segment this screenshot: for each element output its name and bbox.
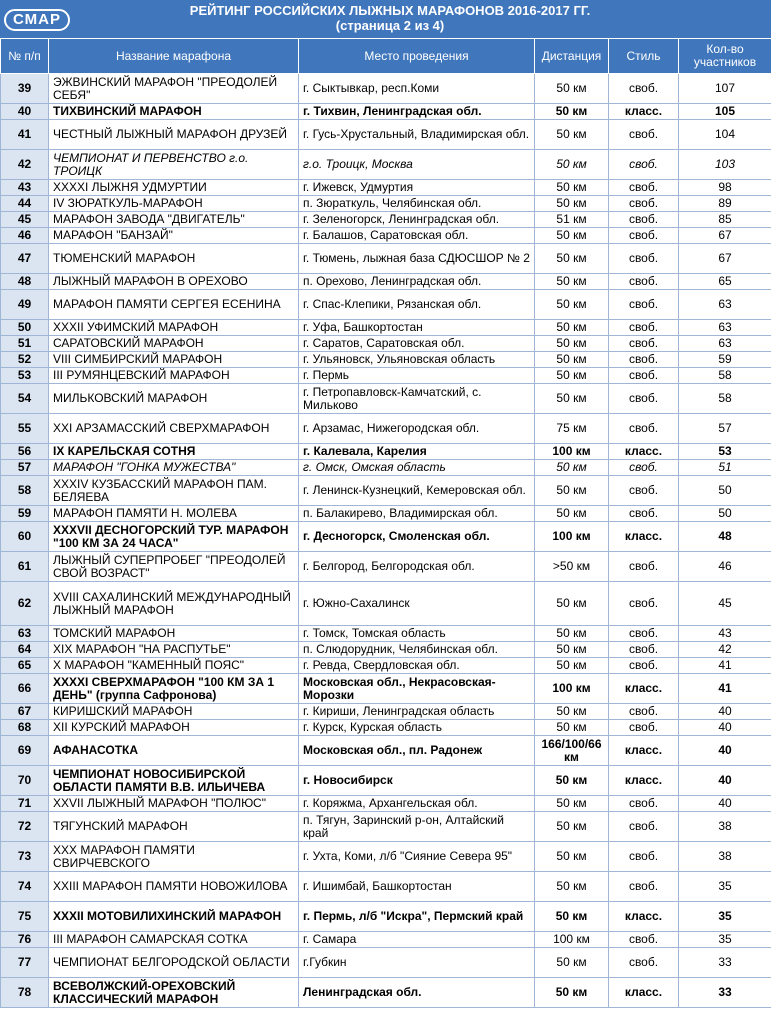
cell-style: своб. [609, 336, 679, 352]
cell-count: 45 [679, 582, 771, 626]
cell-count: 42 [679, 642, 771, 658]
cell-style: своб. [609, 244, 679, 274]
table-row [1, 212, 771, 228]
table-row [1, 104, 771, 120]
table-row [1, 320, 771, 336]
cell-name: КИРИШСКИЙ МАРАФОН [49, 704, 299, 720]
cell-count: 98 [679, 180, 771, 196]
table-row [1, 948, 771, 978]
cell-name: ТИХВИНСКИЙ МАРАФОН [49, 104, 299, 120]
table-row [1, 978, 771, 1008]
cell-place: г. Тихвин, Ленинградская обл. [299, 104, 535, 120]
title-line-1: РЕЙТИНГ РОССИЙСКИХ ЛЫЖНЫХ МАРАФОНОВ 2016-2017 ГГ. [189, 3, 591, 18]
cell-distance: 50 км [535, 104, 609, 120]
cell-count: 50 [679, 506, 771, 522]
cell-count: 35 [679, 932, 771, 948]
col-header-style: Стиль [609, 39, 679, 74]
cell-num: 46 [1, 228, 49, 244]
cell-place: г. Спас-Клепики, Рязанская обл. [299, 290, 535, 320]
cell-num: 44 [1, 196, 49, 212]
table-row [1, 476, 771, 506]
col-header-place: Место проведения [299, 39, 535, 74]
cell-place: г. Калевала, Карелия [299, 444, 535, 460]
cell-place: г. Гусь-Хрустальный, Владимирская обл. [299, 120, 535, 150]
cell-name: МАРАФОН ЗАВОДА "ДВИГАТЕЛЬ" [49, 212, 299, 228]
cell-distance: 50 км [535, 642, 609, 658]
cell-distance: 50 км [535, 384, 609, 414]
cell-name: МИЛЬКОВСКИЙ МАРАФОН [49, 384, 299, 414]
cell-place: г. Курск, Курская область [299, 720, 535, 736]
cell-place: г.Губкин [299, 948, 535, 978]
cell-style: своб. [609, 368, 679, 384]
cell-style: своб. [609, 212, 679, 228]
cell-num: 55 [1, 414, 49, 444]
cell-place: г. Ленинск-Кузнецкий, Кемеровская обл. [299, 476, 535, 506]
cell-name: XXX МАРАФОН ПАМЯТИ СВИРЧЕВСКОГО [49, 842, 299, 872]
cell-style: своб. [609, 948, 679, 978]
cell-distance: 50 км [535, 336, 609, 352]
cell-place: г. Ишимбай, Башкортостан [299, 872, 535, 902]
table-row [1, 626, 771, 642]
cell-name: XXI АРЗАМАССКИЙ СВЕРХМАРАФОН [49, 414, 299, 444]
table-row [1, 506, 771, 522]
cell-distance: 50 км [535, 320, 609, 336]
table-row [1, 812, 771, 842]
cell-style: своб. [609, 290, 679, 320]
cell-name: XXVII ЛЫЖНЫЙ МАРАФОН "ПОЛЮС" [49, 796, 299, 812]
cell-count: 33 [679, 978, 771, 1008]
cell-place: г.о. Троицк, Москва [299, 150, 535, 180]
cell-distance: 50 км [535, 766, 609, 796]
cell-name: ЧЕМПИОНАТ И ПЕРВЕНСТВО г.о. ТРОИЦК [49, 150, 299, 180]
cell-num: 67 [1, 704, 49, 720]
cell-style: своб. [609, 180, 679, 196]
cell-style: своб. [609, 642, 679, 658]
cell-count: 33 [679, 948, 771, 978]
col-header-num: № п/п [1, 39, 49, 74]
cell-place: г. Балашов, Саратовская обл. [299, 228, 535, 244]
table-row [1, 582, 771, 626]
cell-style: класс. [609, 766, 679, 796]
cell-distance: 50 км [535, 582, 609, 626]
cell-count: 40 [679, 796, 771, 812]
cell-style: своб. [609, 506, 679, 522]
cell-style: своб. [609, 872, 679, 902]
cell-name: IV ЗЮРАТКУЛЬ-МАРАФОН [49, 196, 299, 212]
table-row [1, 384, 771, 414]
cell-count: 85 [679, 212, 771, 228]
cell-style: своб. [609, 658, 679, 674]
rating-table [0, 38, 771, 1008]
cell-place: г. Зеленогорск, Ленинградская обл. [299, 212, 535, 228]
cell-name: III МАРАФОН САМАРСКАЯ СОТКА [49, 932, 299, 948]
table-row [1, 902, 771, 932]
cell-count: 65 [679, 274, 771, 290]
cell-num: 62 [1, 582, 49, 626]
cell-place: п. Слюдорудник, Челябинская обл. [299, 642, 535, 658]
cell-style: своб. [609, 796, 679, 812]
cell-name: ЛЫЖНЫЙ СУПЕРПРОБЕГ "ПРЕОДОЛЕЙ СВОЙ ВОЗРАСТ" [49, 552, 299, 582]
table-row [1, 74, 771, 104]
table-row [1, 368, 771, 384]
cell-style: своб. [609, 384, 679, 414]
cell-name: XII КУРСКИЙ МАРАФОН [49, 720, 299, 736]
cell-count: 63 [679, 320, 771, 336]
table-body [1, 74, 771, 1008]
table-row [1, 290, 771, 320]
cell-count: 48 [679, 522, 771, 552]
cell-style: класс. [609, 522, 679, 552]
cell-style: своб. [609, 320, 679, 336]
cell-distance: 50 км [535, 244, 609, 274]
cell-distance: 100 км [535, 522, 609, 552]
cell-place: г. Коряжма, Архангельская обл. [299, 796, 535, 812]
cell-place: г. Ухта, Коми, л/б "Сияние Севера 95" [299, 842, 535, 872]
cell-style: класс. [609, 736, 679, 766]
cell-place: г. Ульяновск, Ульяновская область [299, 352, 535, 368]
cell-style: своб. [609, 704, 679, 720]
cell-num: 61 [1, 552, 49, 582]
table-row [1, 674, 771, 704]
cell-place: г. Томск, Томская область [299, 626, 535, 642]
cell-name: XXXXI ЛЫЖНЯ УДМУРТИИ [49, 180, 299, 196]
table-row [1, 228, 771, 244]
cell-style: своб. [609, 476, 679, 506]
cell-distance: 50 км [535, 74, 609, 104]
cell-count: 40 [679, 766, 771, 796]
cell-num: 74 [1, 872, 49, 902]
cell-place: Ленинградская обл. [299, 978, 535, 1008]
cell-place: г. Петропавловск-Камчатский, с. Мильково [299, 384, 535, 414]
cell-num: 47 [1, 244, 49, 274]
cell-style: своб. [609, 74, 679, 104]
title-banner [0, 0, 771, 38]
table-row [1, 444, 771, 460]
cell-name: МАРАФОН ПАМЯТИ Н. МОЛЕВА [49, 506, 299, 522]
cell-style: класс. [609, 674, 679, 704]
cell-num: 40 [1, 104, 49, 120]
cell-place: г. Кириши, Ленинградская область [299, 704, 535, 720]
cell-count: 67 [679, 228, 771, 244]
cell-count: 67 [679, 244, 771, 274]
cell-distance: 50 км [535, 872, 609, 902]
cell-name: ЧЕМПИОНАТ БЕЛГОРОДСКОЙ ОБЛАСТИ [49, 948, 299, 978]
cell-count: 38 [679, 812, 771, 842]
cell-place: г. Десногорск, Смоленская обл. [299, 522, 535, 552]
cell-name: МАРАФОН "БАНЗАЙ" [49, 228, 299, 244]
table-row [1, 460, 771, 476]
table-row [1, 642, 771, 658]
cell-count: 59 [679, 352, 771, 368]
cell-num: 48 [1, 274, 49, 290]
cell-distance: 50 км [535, 842, 609, 872]
cell-style: своб. [609, 120, 679, 150]
col-header-name: Название марафона [49, 39, 299, 74]
cell-distance: 50 км [535, 978, 609, 1008]
cell-num: 76 [1, 932, 49, 948]
cell-place: г. Новосибирск [299, 766, 535, 796]
table-header-row [1, 39, 771, 74]
cell-name: ВСЕВОЛЖСКИЙ-ОРЕХОВСКИЙ КЛАССИЧЕСКИЙ МАРАФОН [49, 978, 299, 1008]
cell-num: 58 [1, 476, 49, 506]
cell-num: 63 [1, 626, 49, 642]
cell-name: XXXII МОТОВИЛИХИНСКИЙ МАРАФОН [49, 902, 299, 932]
cell-num: 59 [1, 506, 49, 522]
page-title [120, 3, 660, 33]
cell-name: IX КАРЕЛЬСКАЯ СОТНЯ [49, 444, 299, 460]
cell-place: г. Ревда, Свердловская обл. [299, 658, 535, 674]
cell-place: п. Балакирево, Владимирская обл. [299, 506, 535, 522]
title-line-2: (страница 2 из 4) [335, 18, 445, 33]
cell-num: 77 [1, 948, 49, 978]
table-row [1, 336, 771, 352]
table-row [1, 120, 771, 150]
table-row [1, 274, 771, 290]
cell-num: 53 [1, 368, 49, 384]
cell-count: 38 [679, 842, 771, 872]
cell-place: г. Омск, Омская область [299, 460, 535, 476]
table-row [1, 932, 771, 948]
cell-num: 73 [1, 842, 49, 872]
cell-num: 54 [1, 384, 49, 414]
cell-style: своб. [609, 842, 679, 872]
table-row [1, 414, 771, 444]
cell-count: 58 [679, 384, 771, 414]
cell-place: г. Самара [299, 932, 535, 948]
cell-place: г. Уфа, Башкортостан [299, 320, 535, 336]
cell-style: своб. [609, 352, 679, 368]
cell-distance: 50 км [535, 120, 609, 150]
cell-name: ТЮМЕНСКИЙ МАРАФОН [49, 244, 299, 274]
cell-distance: 50 км [535, 180, 609, 196]
cell-num: 56 [1, 444, 49, 460]
cell-count: 53 [679, 444, 771, 460]
cell-style: своб. [609, 196, 679, 212]
cell-count: 103 [679, 150, 771, 180]
cell-distance: 50 км [535, 460, 609, 476]
cell-place: Московская обл., Некрасовская-Морозки [299, 674, 535, 704]
table-row [1, 736, 771, 766]
cell-distance: 100 км [535, 444, 609, 460]
col-header-count: Кол-во участников [679, 39, 771, 74]
cell-name: XXXVII ДЕСНОГОРСКИЙ ТУР. МАРАФОН "100 КМ ЗА 24 ЧАСА" [49, 522, 299, 552]
cell-name: МАРАФОН ПАМЯТИ СЕРГЕЯ ЕСЕНИНА [49, 290, 299, 320]
cell-distance: 50 км [535, 658, 609, 674]
cell-num: 57 [1, 460, 49, 476]
cell-distance: 100 км [535, 932, 609, 948]
smar-logo: СМАР [4, 9, 70, 31]
cell-distance: 50 км [535, 626, 609, 642]
cell-num: 60 [1, 522, 49, 552]
cell-style: своб. [609, 414, 679, 444]
cell-place: п. Тягун, Заринский р-он, Алтайский край [299, 812, 535, 842]
cell-name: XIX МАРАФОН "НА РАСПУТЬЕ" [49, 642, 299, 658]
cell-distance: 100 км [535, 674, 609, 704]
cell-name: ТОМСКИЙ МАРАФОН [49, 626, 299, 642]
table-row [1, 150, 771, 180]
cell-distance: 50 км [535, 796, 609, 812]
cell-place: г. Южно-Сахалинск [299, 582, 535, 626]
cell-count: 63 [679, 336, 771, 352]
table-row [1, 352, 771, 368]
cell-distance: 75 км [535, 414, 609, 444]
cell-place: Московская обл., пл. Радонеж [299, 736, 535, 766]
cell-num: 51 [1, 336, 49, 352]
cell-distance: 50 км [535, 948, 609, 978]
cell-style: своб. [609, 274, 679, 290]
cell-num: 69 [1, 736, 49, 766]
cell-count: 57 [679, 414, 771, 444]
cell-count: 51 [679, 460, 771, 476]
cell-num: 41 [1, 120, 49, 150]
cell-distance: 50 км [535, 720, 609, 736]
cell-count: 105 [679, 104, 771, 120]
table-row [1, 872, 771, 902]
cell-style: класс. [609, 902, 679, 932]
cell-style: своб. [609, 228, 679, 244]
cell-num: 64 [1, 642, 49, 658]
cell-name: XVIII САХАЛИНСКИЙ МЕЖДУНАРОДНЫЙ ЛЫЖНЫЙ МАРАФОН [49, 582, 299, 626]
cell-style: своб. [609, 626, 679, 642]
table-row [1, 704, 771, 720]
cell-count: 41 [679, 658, 771, 674]
cell-distance: >50 км [535, 552, 609, 582]
cell-distance: 51 км [535, 212, 609, 228]
cell-count: 46 [679, 552, 771, 582]
cell-place: г. Саратов, Саратовская обл. [299, 336, 535, 352]
cell-count: 58 [679, 368, 771, 384]
cell-name: XXXII УФИМСКИЙ МАРАФОН [49, 320, 299, 336]
cell-distance: 50 км [535, 352, 609, 368]
cell-style: своб. [609, 552, 679, 582]
cell-name: XXIII МАРАФОН ПАМЯТИ НОВОЖИЛОВА [49, 872, 299, 902]
table-row [1, 196, 771, 212]
cell-style: своб. [609, 932, 679, 948]
table-row [1, 180, 771, 196]
cell-style: своб. [609, 460, 679, 476]
cell-name: XXXIV КУЗБАССКИЙ МАРАФОН ПАМ. БЕЛЯЕВА [49, 476, 299, 506]
cell-num: 43 [1, 180, 49, 196]
cell-distance: 166/100/66 км [535, 736, 609, 766]
table-row [1, 720, 771, 736]
cell-num: 68 [1, 720, 49, 736]
cell-distance: 50 км [535, 704, 609, 720]
cell-count: 104 [679, 120, 771, 150]
table-row [1, 522, 771, 552]
cell-place: г. Ижевск, Удмуртия [299, 180, 535, 196]
cell-num: 45 [1, 212, 49, 228]
cell-count: 89 [679, 196, 771, 212]
cell-num: 52 [1, 352, 49, 368]
cell-count: 40 [679, 736, 771, 766]
cell-name: ТЯГУНСКИЙ МАРАФОН [49, 812, 299, 842]
cell-distance: 50 км [535, 506, 609, 522]
cell-count: 63 [679, 290, 771, 320]
cell-num: 71 [1, 796, 49, 812]
cell-count: 35 [679, 872, 771, 902]
cell-name: АФАНАСОТКА [49, 736, 299, 766]
cell-num: 39 [1, 74, 49, 104]
cell-name: VIII СИМБИРСКИЙ МАРАФОН [49, 352, 299, 368]
cell-place: г. Арзамас, Нижегородская обл. [299, 414, 535, 444]
cell-style: своб. [609, 150, 679, 180]
cell-num: 42 [1, 150, 49, 180]
cell-num: 66 [1, 674, 49, 704]
cell-place: п. Орехово, Ленинградская обл. [299, 274, 535, 290]
cell-style: класс. [609, 104, 679, 120]
table-row [1, 842, 771, 872]
cell-count: 107 [679, 74, 771, 104]
cell-num: 65 [1, 658, 49, 674]
col-header-distance: Дистанция [535, 39, 609, 74]
cell-num: 49 [1, 290, 49, 320]
table-row [1, 796, 771, 812]
cell-name: МАРАФОН "ГОНКА МУЖЕСТВА" [49, 460, 299, 476]
cell-num: 50 [1, 320, 49, 336]
cell-distance: 50 км [535, 274, 609, 290]
cell-distance: 50 км [535, 196, 609, 212]
cell-distance: 50 км [535, 812, 609, 842]
cell-name: III РУМЯНЦЕВСКИЙ МАРАФОН [49, 368, 299, 384]
cell-distance: 50 км [535, 368, 609, 384]
cell-name: X МАРАФОН "КАМЕННЫЙ ПОЯС" [49, 658, 299, 674]
cell-count: 40 [679, 720, 771, 736]
cell-num: 78 [1, 978, 49, 1008]
table-row [1, 244, 771, 274]
cell-style: своб. [609, 720, 679, 736]
cell-place: г. Пермь, л/б "Искра", Пермский край [299, 902, 535, 932]
cell-place: г. Белгород, Белгородская обл. [299, 552, 535, 582]
cell-distance: 50 км [535, 150, 609, 180]
cell-name: САРАТОВСКИЙ МАРАФОН [49, 336, 299, 352]
cell-distance: 50 км [535, 476, 609, 506]
cell-style: класс. [609, 978, 679, 1008]
cell-num: 72 [1, 812, 49, 842]
cell-distance: 50 км [535, 902, 609, 932]
cell-place: п. Зюраткуль, Челябинская обл. [299, 196, 535, 212]
cell-count: 41 [679, 674, 771, 704]
cell-name: ЛЫЖНЫЙ МАРАФОН В ОРЕХОВО [49, 274, 299, 290]
cell-count: 40 [679, 704, 771, 720]
cell-name: ЭЖВИНСКИЙ МАРАФОН "ПРЕОДОЛЕЙ СЕБЯ" [49, 74, 299, 104]
cell-place: г. Пермь [299, 368, 535, 384]
cell-place: г. Тюмень, лыжная база СДЮСШОР № 2 [299, 244, 535, 274]
cell-style: своб. [609, 582, 679, 626]
cell-name: ЧЕМПИОНАТ НОВОСИБИРСКОЙ ОБЛАСТИ ПАМЯТИ В.В. ИЛЬИЧЕВА [49, 766, 299, 796]
cell-style: класс. [609, 444, 679, 460]
table-row [1, 552, 771, 582]
cell-num: 75 [1, 902, 49, 932]
cell-num: 70 [1, 766, 49, 796]
cell-style: своб. [609, 812, 679, 842]
cell-count: 43 [679, 626, 771, 642]
cell-distance: 50 км [535, 228, 609, 244]
cell-name: XXXXI СВЕРХМАРАФОН "100 КМ ЗА 1 ДЕНЬ" (группа Сафронова) [49, 674, 299, 704]
cell-distance: 50 км [535, 290, 609, 320]
cell-place: г. Сыктывкар, респ.Коми [299, 74, 535, 104]
cell-count: 50 [679, 476, 771, 506]
table-row [1, 766, 771, 796]
cell-name: ЧЕСТНЫЙ ЛЫЖНЫЙ МАРАФОН ДРУЗЕЙ [49, 120, 299, 150]
cell-count: 35 [679, 902, 771, 932]
table-row [1, 658, 771, 674]
